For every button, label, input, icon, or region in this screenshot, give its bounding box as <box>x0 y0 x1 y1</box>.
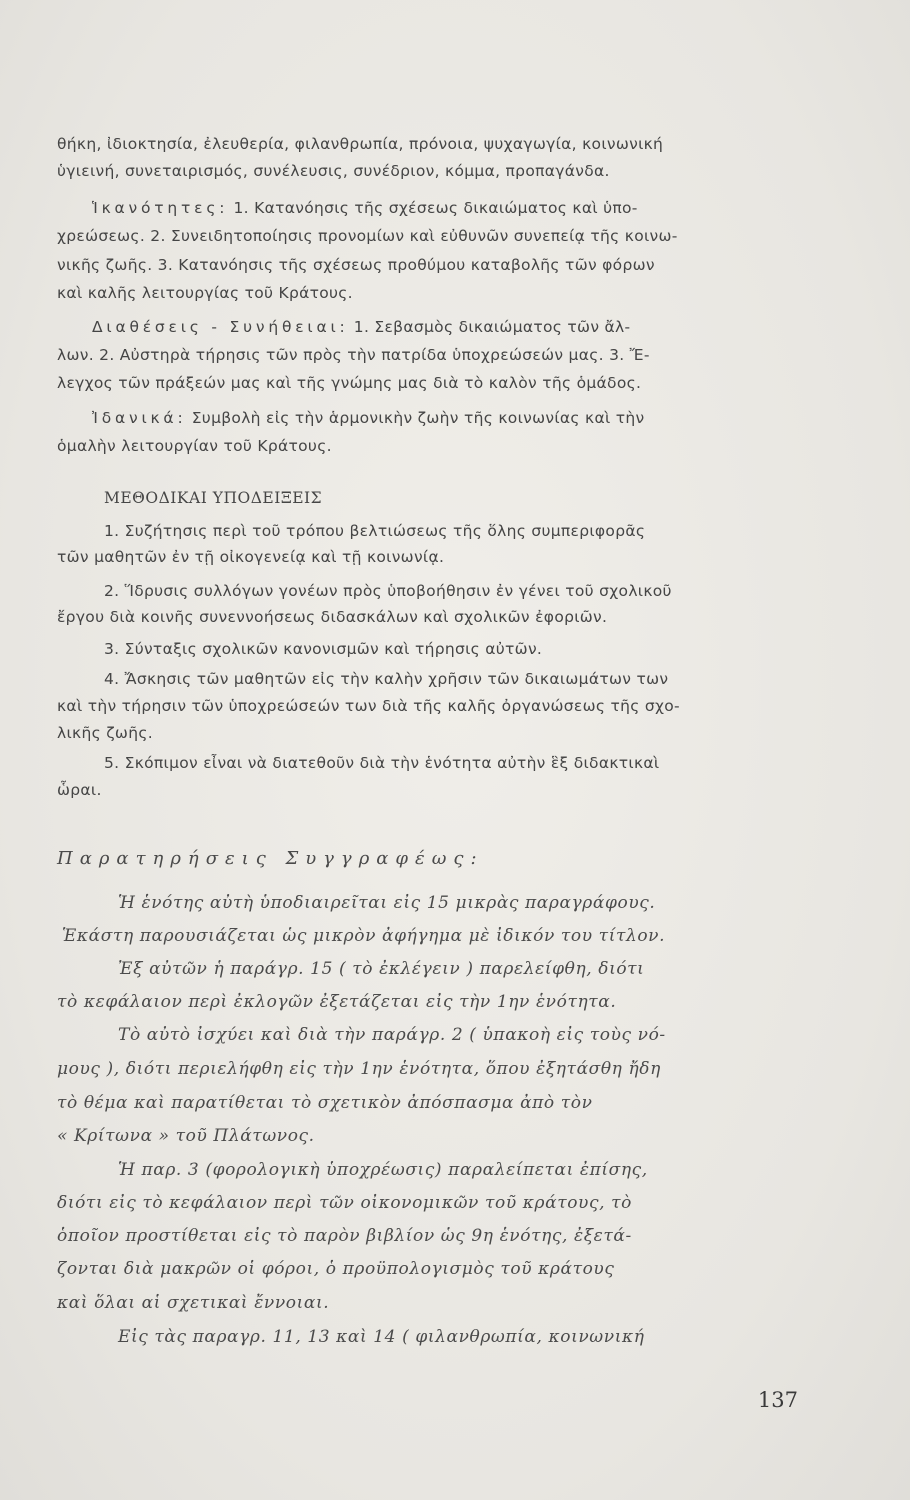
text-line: τῶν μαθητῶν ἐν τῇ οἰκογενείᾳ καὶ τῇ κοινωνίᾳ. <box>57 548 445 566</box>
note-line: ὁποῖον προστίθεται εἰς τὸ παρὸν βιβλίον ὡς 9η ἑνότης, ἐξετά- <box>57 1226 632 1246</box>
section-heading: ΜΕΘΟΔΙΚΑΙ ΥΠΟΔΕΙΞΕΙΣ <box>104 489 323 507</box>
label-ikanotites: Ἱκανότητες: <box>92 199 229 217</box>
note-line: ζονται διὰ μακρῶν οἱ φόροι, ὁ προϋπολογισμὸς τοῦ κράτους <box>57 1259 615 1279</box>
page-number: 137 <box>757 1388 798 1412</box>
note-line: διότι εἰς τὸ κεφάλαιον περὶ τῶν οἰκονομικῶν τοῦ κράτους, τὸ <box>57 1193 632 1213</box>
note-line: Ἡ ἑνότης αὐτὴ ὑποδιαιρεῖται εἰς 15 μικρὰς παραγράφους. <box>118 893 656 913</box>
note-line: καὶ ὅλαι αἱ σχετικαὶ ἔννοιαι. <box>57 1293 330 1313</box>
note-line: μους ), διότι περιελήφθη εἰς τὴν 1ην ἑνότητα, ὅπου ἐξητάσθη ἤδη <box>57 1059 661 1079</box>
note-line: Ἡ παρ. 3 (φορολογικὴ ὑποχρέωσις) παραλείπεται ἐπίσης, <box>118 1160 648 1180</box>
text-line: ὧραι. <box>57 781 102 799</box>
note-line: Εἰς τὰς παραγρ. 11, 13 καὶ 14 ( φιλανθρωπία, κοινωνική <box>118 1327 645 1347</box>
note-line: Ἐξ αὐτῶν ἡ παράγρ. 15 ( τὸ ἐκλέγειν ) παρελείφθη, διότι <box>118 959 645 979</box>
text-line: ὁμαλὴν λειτουργίαν τοῦ Κράτους. <box>57 437 332 455</box>
text-line: λικῆς ζωῆς. <box>57 724 153 742</box>
label-diatheseis: Διαθέσεις - Συνήθειαι: <box>92 318 349 336</box>
note-line: Ἑκάστη παρουσιάζεται ὡς μικρὸν ἀφήγημα μὲ ἰδικόν του τίτλον. <box>62 926 666 946</box>
text-line: 2. Ἵδρυσις συλλόγων γονέων πρὸς ὑποβοήθησιν ἐν γένει τοῦ σχολικοῦ <box>104 582 672 600</box>
label-idanika: Ἰδανικά: <box>92 409 187 427</box>
text-line: καὶ καλῆς λειτουργίας τοῦ Κράτους. <box>57 284 353 302</box>
text-line: καὶ τὴν τήρησιν τῶν ὑποχρεώσεών των διὰ τῆς καλῆς ὀργανώσεως τῆς σχο- <box>57 697 680 715</box>
text-line: λων. 2. Αὐστηρὰ τήρησις τῶν πρὸς τὴν πατρίδα ὑποχρεώσεών μας. 3. Ἔ- <box>57 346 650 364</box>
note-line: τὸ θέμα καὶ παρατίθεται τὸ σχετικὸν ἀπόσπασμα ἀπὸ τὸν <box>57 1093 593 1113</box>
text-line: 4. Ἄσκησις τῶν μαθητῶν εἰς τὴν καλὴν χρῆσιν τῶν δικαιωμάτων των <box>104 670 669 688</box>
text-line: 5. Σκόπιμον εἶναι νὰ διατεθοῦν διὰ τὴν ἑνότητα αὐτὴν ἓξ διδακτικαὶ <box>104 754 660 772</box>
text-line: 3. Σύνταξις σχολικῶν κανονισμῶν καὶ τήρησις αὐτῶν. <box>104 640 543 658</box>
text-segment: 1. Σεβασμὸς δικαιώματος τῶν ἄλ- <box>353 318 631 336</box>
note-line: τὸ κεφάλαιον περὶ ἐκλογῶν ἐξετάζεται εἰς τὴν 1ην ἑνότητα. <box>57 992 617 1012</box>
note-line: « Κρίτωνα » τοῦ Πλάτωνος. <box>57 1126 315 1146</box>
text-line <box>92 409 802 427</box>
text-line: νικῆς ζωῆς. 3. Κατανόησις τῆς σχέσεως προθύμου καταβολῆς τῶν φόρων <box>57 256 655 274</box>
text-line: ἔργου διὰ κοινῆς συνεννοήσεως διδασκάλων καὶ σχολικῶν ἐφοριῶν. <box>57 608 608 626</box>
note-line: Τὸ αὐτὸ ἰσχύει καὶ διὰ τὴν παράγρ. 2 ( ὑπακοὴ εἰς τοὺς νό- <box>118 1025 666 1045</box>
text-line <box>92 199 802 217</box>
text-segment: Συμβολὴ εἰς τὴν ἁρμονικὴν ζωὴν τῆς κοινωνίας καὶ τὴν <box>191 409 645 427</box>
text-line: θήκη, ἰδιοκτησία, ἐλευθερία, φιλανθρωπία, πρόνοια, ψυχαγωγία, κοινωνική <box>57 135 664 153</box>
text-line: ὑγιεινή, συνεταιρισμός, συνέλευσις, συνέδριον, κόμμα, προπαγάνδα. <box>57 162 610 180</box>
text-line: λεγχος τῶν πράξεών μας καὶ τῆς γνώμης μας διὰ τὸ καλὸν τῆς ὁμάδος. <box>57 374 642 392</box>
text-line: χρεώσεως. 2. Συνειδητοποίησις προνομίων καὶ εὐθυνῶν συνεπείᾳ τῆς κοινω- <box>57 227 678 245</box>
notes-title: Παρατηρήσεις Συγγραφέως: <box>57 848 484 869</box>
text-line: 1. Συζήτησις περὶ τοῦ τρόπου βελτιώσεως τῆς ὅλης συμπεριφορᾶς <box>104 522 646 540</box>
text-segment: 1. Κατανόησις τῆς σχέσεως δικαιώματος καὶ ὑπο- <box>233 199 638 217</box>
text-line <box>92 318 802 336</box>
